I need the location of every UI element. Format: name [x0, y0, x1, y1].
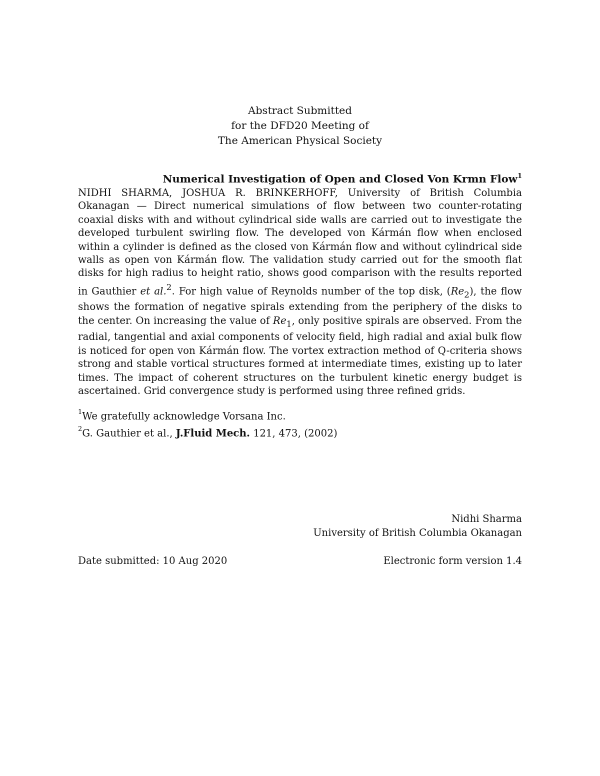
signature-affiliation: University of British Columbia Okanagan [313, 528, 522, 539]
reynolds-top: Re [450, 286, 465, 298]
header-line-2: for the DFD20 Meeting of [231, 120, 369, 132]
footnote-2 [78, 424, 522, 441]
abstract-title [78, 170, 522, 187]
footnote-1-mark: 1 [78, 408, 83, 416]
footnote-2-suffix: 121, 473, (2002) [250, 428, 338, 440]
footnote-2-prefix: G. Gauthier et al., [82, 428, 176, 440]
date-submitted: Date submitted: 10 Aug 2020 [78, 556, 228, 567]
signature-name: Nidhi Sharma [451, 514, 522, 525]
signature-block [313, 513, 522, 541]
footnote-2-journal: J.Fluid Mech. [175, 428, 251, 440]
et-al: et al. [140, 286, 167, 298]
submission-header [0, 104, 600, 149]
footnote-2-mark: 2 [78, 424, 83, 433]
form-version: Electronic form version 1.4 [383, 556, 522, 567]
abstract-block [78, 170, 522, 398]
abstract-part-1: — Direct numerical simulations of flow between two counter-rotating coaxial disks with and without cylindrical side walls are carried out to investigate the developed turbulent swirling flow. The developed von Kármán flow when enclosed within a cylinder is defined as the closed von Kármán flow and without cylindrical side walls as open von Kármán flow. The validation study carried out for the smooth flat disks for high radius to height ratio, shows good comparison with the results reported in Gauthier [78, 201, 522, 298]
reynolds-bottom-sub: 1 [286, 318, 292, 329]
reynolds-top-sub: 2 [464, 289, 470, 300]
reynolds-bottom: Re [272, 315, 287, 327]
abstract-part-2: . For high value of Reynolds number of the top disk, ( [171, 286, 451, 298]
footnotes [78, 407, 522, 440]
authors-affiliation: NIDHI SHARMA, JOSHUA R. BRINKERHOFF, University of British Columbia Okanagan [78, 187, 522, 213]
abstract-title-text: Numerical Investigation of Open and Closed Von Krmn Flow [162, 173, 518, 186]
title-footnote-mark: 1 [517, 172, 522, 180]
header-line-1: Abstract Submitted [248, 105, 352, 117]
reference-mark: 2 [166, 281, 172, 292]
abstract-part-3: ), the flow shows the formation of negative spirals extending from the periphery of the disks to the center. On increasing the value of [78, 286, 522, 327]
abstract-text [78, 187, 522, 398]
footnote-1 [78, 407, 522, 424]
header-line-3: The American Physical Society [217, 135, 383, 147]
abstract-part-4: , only positive spirals are observed. From the radial, tangential and axial components of velocity field, high radial and axial bulk flow is noticed for open von Kármán flow. The vortex extraction method of Q-criteria shows strong and stable vortical structures formed at intermediate times, existing up to later times. The impact of coherent structures on the turbulent kinetic energy budget is ascertained. Grid convergence study is performed using three refined grids. [78, 315, 522, 397]
footnote-1-text: We gratefully acknowledge Vorsana Inc. [82, 411, 286, 423]
